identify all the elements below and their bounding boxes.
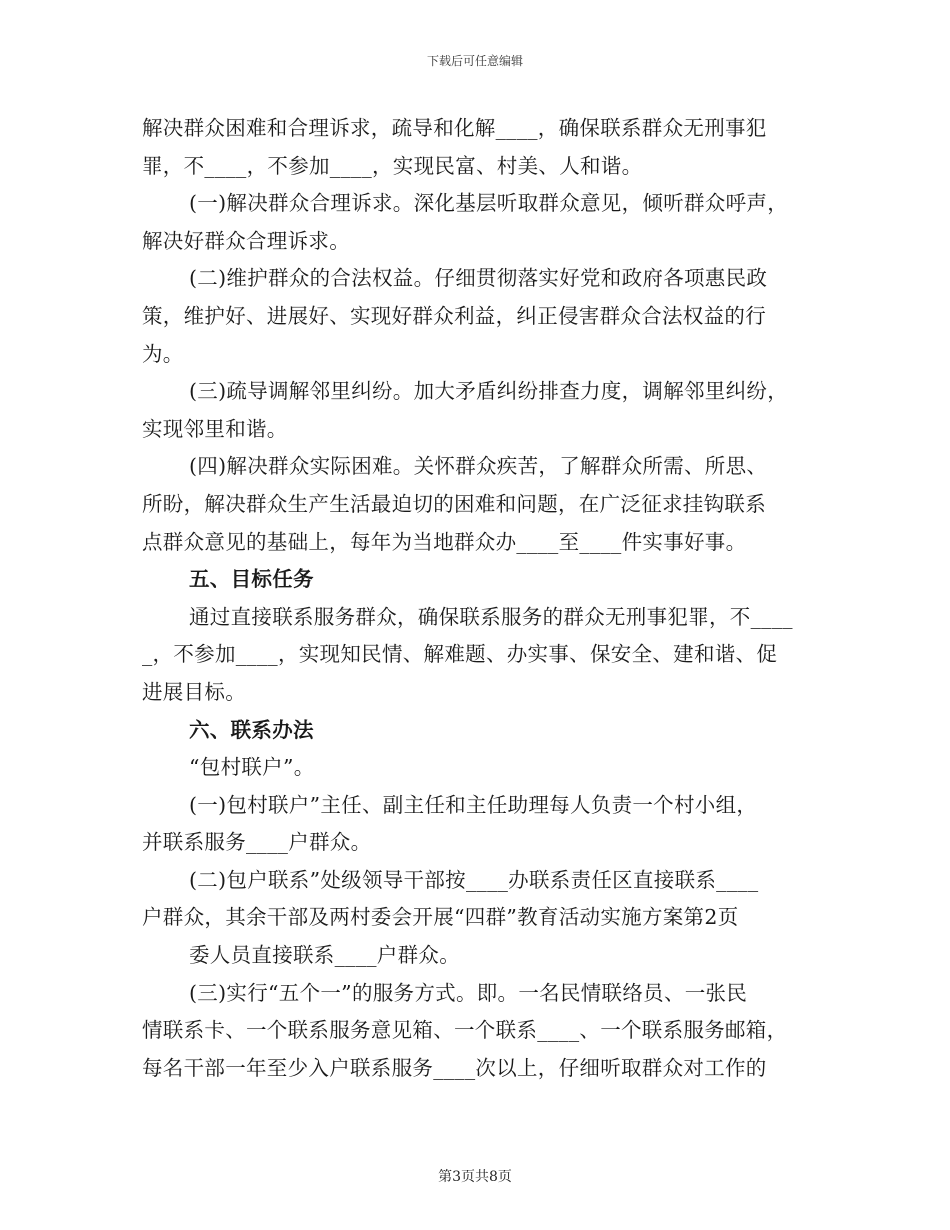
paragraph-line: 委人员直接联系____户群众。: [189, 943, 460, 968]
paragraph-line: 每名干部一年至少入户联系服务____次以上，仔细听取群众对工作的: [142, 1055, 767, 1080]
page-header: 下载后可任意编辑: [426, 54, 523, 68]
paragraph-line: (一)包村联户”主任、副主任和主任助理每人负责一个村小组，: [189, 792, 758, 817]
paragraph-line: 为。: [142, 341, 184, 366]
paragraph-line: _，不参加____，实现知民情、解难题、办实事、保安全、建和谐、促: [142, 642, 778, 667]
paragraph-line: (二)维护群众的合法权益。仔细贯彻落实好党和政府各项惠民政: [189, 266, 768, 291]
paragraph-line: “包村联户”。: [189, 755, 315, 780]
paragraph-line: 罪，不____，不参加____，实现民富、村美、人和谐。: [142, 153, 643, 178]
page-footer: 第3页共8页: [438, 1169, 512, 1185]
paragraph-line: (三)实行“五个一”的服务方式。即。一名民情联络员、一张民: [189, 980, 748, 1005]
document-body: [142, 110, 807, 1087]
paragraph-line: (一)解决群众合理诉求。深化基层听取群众意见，倾听群众呼声，: [189, 191, 788, 216]
paragraph-line: (二)包户联系”处级领导干部按____办联系责任区直接联系____: [189, 867, 759, 892]
paragraph-line: 户群众，其余干部及两村委会开展“四群”教育活动实施方案第2页: [142, 905, 739, 930]
paragraph-line: (四)解决群众实际困难。关怀群众疾苦，了解群众所需、所思、: [189, 454, 768, 479]
paragraph-line: 进展目标。: [142, 679, 246, 704]
paragraph-line: 情联系卡、一个联系服务意见箱、一个联系____、一个联系服务邮箱，: [142, 1018, 788, 1043]
section-heading: 五、目标任务: [189, 567, 314, 592]
paragraph-line: 解决好群众合理诉求。: [142, 228, 350, 253]
paragraph-line: 解决群众困难和合理诉求，疏导和化解____，确保联系群众无刑事犯: [142, 116, 767, 140]
paragraph-line: 实现邻里和谐。: [142, 416, 288, 441]
paragraph-line: 通过直接联系服务群众，确保联系服务的群众无刑事犯罪，不____: [189, 604, 793, 629]
paragraph-line: 策，维护好、进展好、实现好群众利益，纠正侵害群众合法权益的行: [142, 303, 766, 328]
paragraph-line: (三)疏导调解邻里纠纷。加大矛盾纠纷排查力度，调解邻里纠纷，: [189, 379, 788, 404]
paragraph-line: 并联系服务____户群众。: [142, 830, 372, 855]
paragraph-line: 所盼，解决群众生产生活最迫切的困难和问题，在广泛征求挂钩联系: [142, 491, 766, 516]
section-heading: 六、联系办法: [189, 717, 314, 742]
paragraph-line: 点群众意见的基础上，每年为当地群众办____至____件实事好事。: [142, 529, 747, 554]
